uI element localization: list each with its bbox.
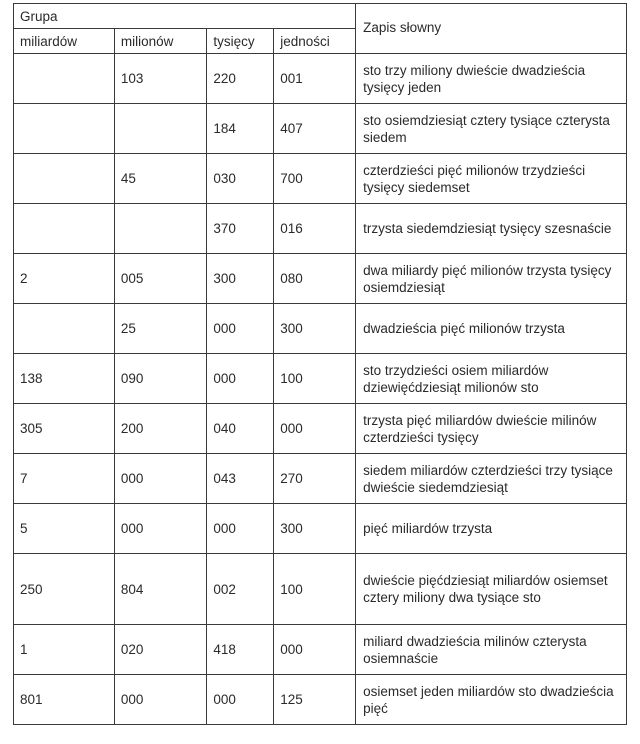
units-cell: 270 <box>274 454 356 504</box>
number-words-table <box>13 3 627 725</box>
thousands-cell: 000 <box>207 354 274 404</box>
units-cell: 300 <box>274 504 356 554</box>
table-row <box>14 54 627 104</box>
thousands-cell: 370 <box>207 204 274 254</box>
billions-cell <box>14 204 115 254</box>
words-cell: dwadzieścia pięć milionów trzysta <box>356 304 627 354</box>
thousands-cell: 000 <box>207 675 274 725</box>
millions-cell: 45 <box>114 154 206 204</box>
millions-cell: 005 <box>114 254 206 304</box>
thousands-cell: 002 <box>207 554 274 625</box>
words-cell: trzysta pięć miliardów dwieście milinów czterdzieści tysięcy <box>356 404 627 454</box>
table-row <box>14 254 627 304</box>
millions-cell <box>114 204 206 254</box>
millions-cell: 804 <box>114 554 206 625</box>
table-row <box>14 404 627 454</box>
units-cell: 407 <box>274 104 356 154</box>
millions-cell: 000 <box>114 675 206 725</box>
millions-cell: 090 <box>114 354 206 404</box>
units-cell: 100 <box>274 354 356 404</box>
units-cell: 000 <box>274 404 356 454</box>
table-row <box>14 454 627 504</box>
words-cell: pięć miliardów trzysta <box>356 504 627 554</box>
billions-cell: 5 <box>14 504 115 554</box>
col-header-thousands: tysięcy <box>207 29 274 54</box>
billions-cell: 1 <box>14 625 115 675</box>
millions-cell: 020 <box>114 625 206 675</box>
words-cell: trzysta siedemdziesiąt tysięcy szesnaście <box>356 204 627 254</box>
millions-cell: 25 <box>114 304 206 354</box>
thousands-cell: 000 <box>207 304 274 354</box>
units-cell: 700 <box>274 154 356 204</box>
table-row <box>14 354 627 404</box>
millions-cell: 200 <box>114 404 206 454</box>
billions-cell <box>14 54 115 104</box>
thousands-cell: 300 <box>207 254 274 304</box>
words-cell: sto osiemdziesiąt cztery tysiące czterysta siedem <box>356 104 627 154</box>
billions-cell: 2 <box>14 254 115 304</box>
billions-cell: 138 <box>14 354 115 404</box>
group-header: Grupa <box>14 4 356 29</box>
words-cell: dwieście pięćdziesiąt miliardów osiemset cztery miliony dwa tysiące sto <box>356 554 627 625</box>
billions-cell: 7 <box>14 454 115 504</box>
words-cell: czterdzieści pięć milionów trzydzieści tysięcy siedemset <box>356 154 627 204</box>
units-cell: 080 <box>274 254 356 304</box>
table-row <box>14 154 627 204</box>
thousands-cell: 000 <box>207 504 274 554</box>
thousands-cell: 220 <box>207 54 274 104</box>
words-cell: sto trzy miliony dwieście dwadzieścia tysięcy jeden <box>356 54 627 104</box>
billions-cell <box>14 304 115 354</box>
millions-cell: 000 <box>114 504 206 554</box>
units-cell: 100 <box>274 554 356 625</box>
thousands-cell: 184 <box>207 104 274 154</box>
col-header-units: jedności <box>274 29 356 54</box>
words-header: Zapis słowny <box>356 4 627 54</box>
table-row <box>14 625 627 675</box>
table-row <box>14 675 627 725</box>
words-cell: osiemset jeden miliardów sto dwadzieścia pięć <box>356 675 627 725</box>
billions-cell: 250 <box>14 554 115 625</box>
millions-cell: 103 <box>114 54 206 104</box>
table-row <box>14 204 627 254</box>
units-cell: 000 <box>274 625 356 675</box>
units-cell: 300 <box>274 304 356 354</box>
col-header-millions: milionów <box>114 29 206 54</box>
thousands-cell: 030 <box>207 154 274 204</box>
thousands-cell: 418 <box>207 625 274 675</box>
table-row <box>14 554 627 625</box>
billions-cell <box>14 154 115 204</box>
thousands-cell: 040 <box>207 404 274 454</box>
units-cell: 125 <box>274 675 356 725</box>
thousands-cell: 043 <box>207 454 274 504</box>
words-cell: miliard dwadzieścia milinów czterysta osiemnaście <box>356 625 627 675</box>
billions-cell: 305 <box>14 404 115 454</box>
table-row <box>14 104 627 154</box>
billions-cell <box>14 104 115 154</box>
words-cell: siedem miliardów czterdzieści trzy tysiące dwieście siedemdziesiąt <box>356 454 627 504</box>
words-cell: dwa miliardy pięć milionów trzysta tysięcy osiemdziesiąt <box>356 254 627 304</box>
units-cell: 001 <box>274 54 356 104</box>
col-header-billions: miliardów <box>14 29 115 54</box>
words-cell: sto trzydzieści osiem miliardów dziewięćdziesiąt milionów sto <box>356 354 627 404</box>
billions-cell: 801 <box>14 675 115 725</box>
table-row <box>14 304 627 354</box>
millions-cell: 000 <box>114 454 206 504</box>
millions-cell <box>114 104 206 154</box>
units-cell: 016 <box>274 204 356 254</box>
table-row <box>14 504 627 554</box>
